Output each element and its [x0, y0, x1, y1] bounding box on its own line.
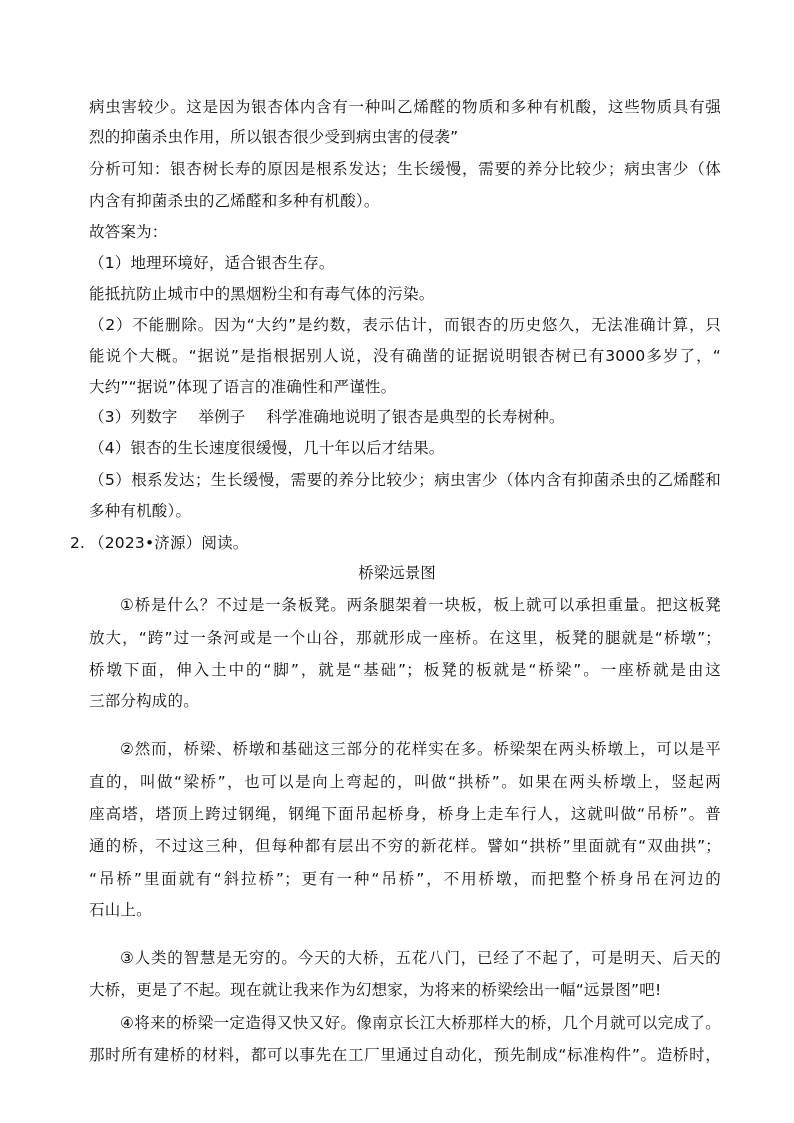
answer-line: 能抵抗防止城市中的黑烟粉尘和有毒气体的污染。 [89, 285, 435, 303]
answer-label: 故答案为： [89, 223, 168, 241]
passage-line: 那时所有建桥的材料，都可以事先在工厂里通过自动化，预先制成“标准构件”。造桥时， [89, 1046, 721, 1064]
passage-line: “吊桥”里面就有“斜拉桥”；更有一种“吊桥”，不用桥墩，而把整个桥身吊在河边的 [89, 870, 721, 888]
passage-line: 桥墩下面，伸入土中的“脚”，就是“基础”；板凳的板就是“桥梁”。一座桥就是由这 [89, 661, 721, 679]
passage-line: 大桥，更是了不起。现在就让我来作为幻想家，为将来的桥梁绘出一幅“远景图”吧! [89, 981, 662, 999]
answer-item-3: （3）列数字 举例子 科学准确地说明了银杏是典型的长寿树种。 [89, 408, 565, 426]
passage-title: 桥梁远景图 [358, 564, 436, 582]
answer-item-4: （4）银杏的生长速度很缓慢，几十年以后才结果。 [89, 439, 445, 457]
answer-item-1: （1）地理环境好，适合银杏生存。 [89, 254, 335, 272]
answer-line: 能说个大概。“据说”是指根据别人说，没有确凿的证据说明银杏树已有3000多岁了，“ [89, 347, 721, 365]
passage-line: ②然而，桥梁、桥墩和基础这三部分的花样实在多。桥梁架在两头桥墩上，可以是平 [120, 740, 721, 758]
passage-line: 通的桥，不过这三种，但每种都有层出不穷的新花样。譬如“拱桥”里面就有“双曲拱”； [89, 837, 721, 855]
answer-line: 内含有抑菌杀虫的乙烯醛和多种有机酸）。 [89, 192, 380, 210]
answer-line: 多种有机酸）。 [89, 502, 192, 520]
passage-line: 石山上。 [89, 901, 152, 919]
passage-line: 直的，叫做“梁桥”，也可以是向上弯起的，叫做“拱桥”。如果在两头桥墩上，竖起两 [89, 773, 721, 791]
passage-line: 放大，“跨”过一条河或是一个山谷，那就形成一座桥。在这里，板凳的腿就是“桥墩”； [89, 629, 721, 647]
answer-item-5: （5）根系发达；生长缓慢，需要的养分比较少；病虫害少（体内含有抑菌杀虫的乙烯醛和 [89, 471, 721, 489]
answer-line: 大约”“据说”体现了语言的准确性和严谨性。 [89, 378, 397, 396]
answer-line: 病虫害较少。这是因为银杏体内含有一种叫乙烯醛的物质和多种有机酸，这些物质具有强 [89, 98, 721, 116]
question-header: （2023•济源）阅读。 [89, 534, 249, 552]
answer-line: 烈的抑菌杀虫作用，所以银杏很少受到病虫害的侵袭” [89, 128, 459, 146]
passage-line: ①桥是什么？不过是一条板凳。两条腿架着一块板，板上就可以承担重量。把这板凳 [120, 596, 721, 614]
question-number: 2. [70, 534, 85, 552]
passage-line: 三部分构成的。 [89, 692, 199, 710]
answer-line: 分析可知：银杏树长寿的原因是根系发达；生长缓慢，需要的养分比较少；病虫害少（体 [89, 160, 721, 178]
passage-line: 座高塔，塔顶上跨过钢绳，钢绳下面吊起桥身，桥身上走车行人，这就叫做“吊桥”。普 [89, 805, 721, 823]
answer-item-2: （2）不能删除。因为“大约”是约数，表示估计，而银杏的历史悠久，无法准确计算，只 [89, 316, 721, 334]
passage-line: ③人类的智慧是无穷的。今天的大桥，五花八门，已经了不起了，可是明天、后天的 [120, 949, 721, 967]
passage-line: ④将来的桥梁一定造得又快又好。像南京长江大桥那样大的桥，几个月就可以完成了。 [120, 1014, 721, 1032]
